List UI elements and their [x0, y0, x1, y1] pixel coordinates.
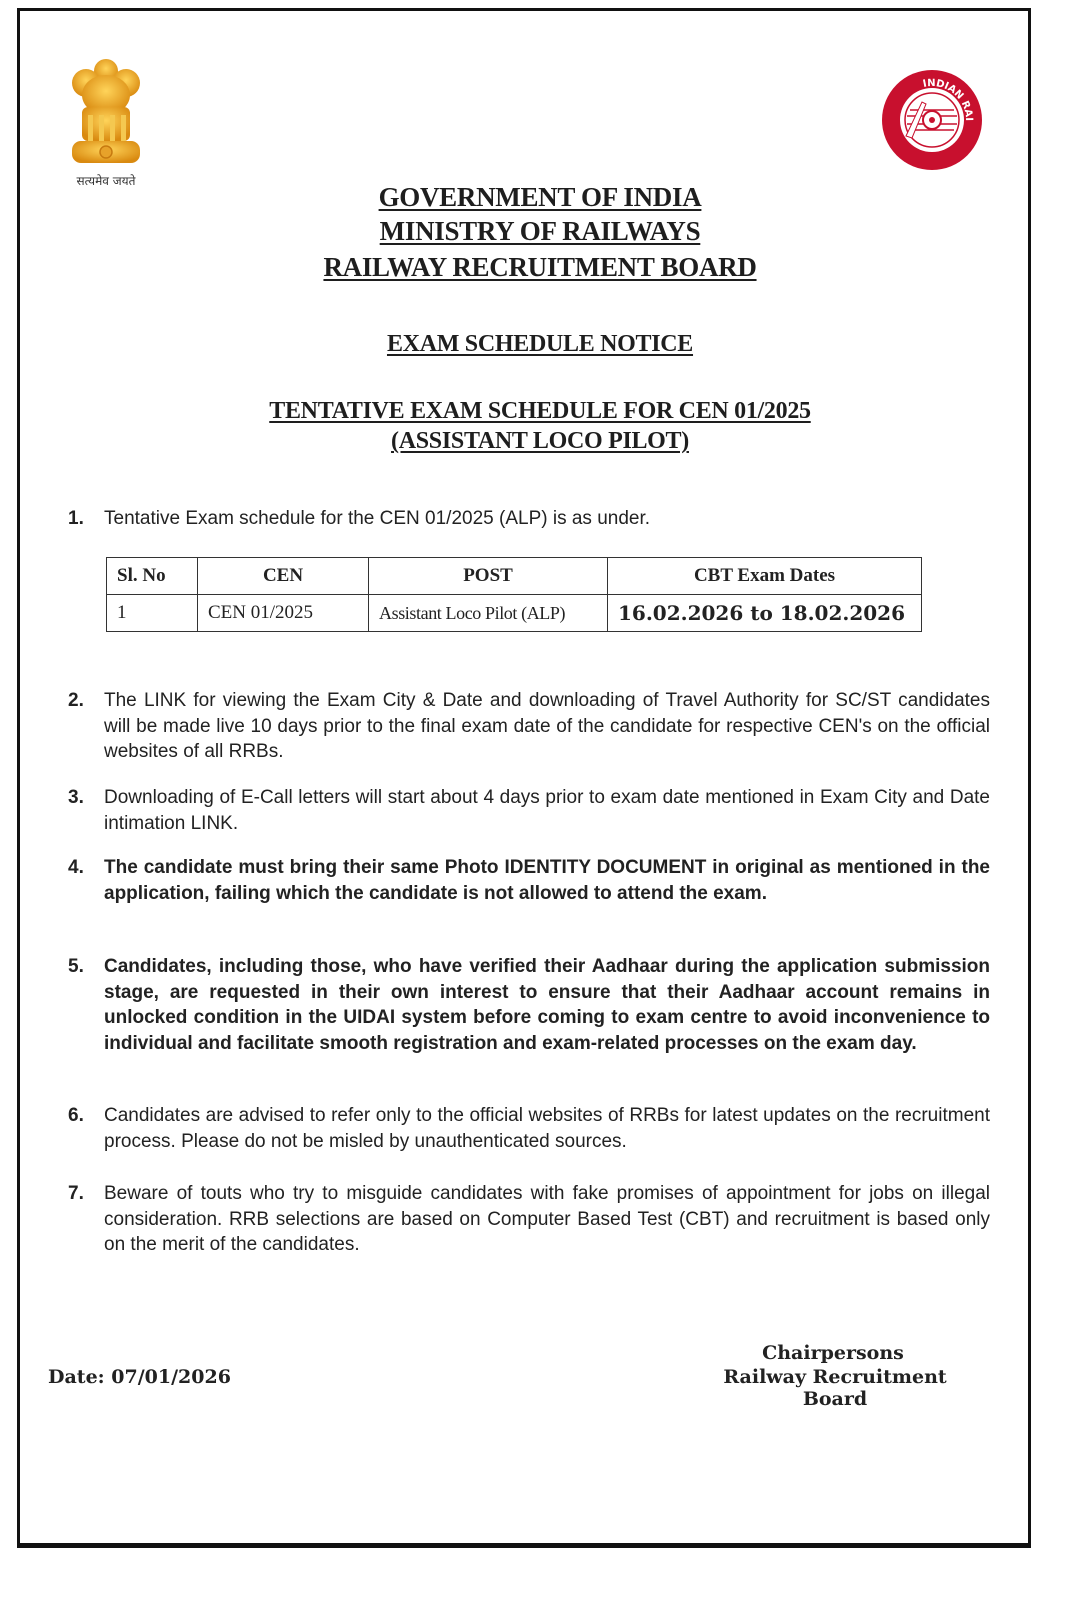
table-header-row — [107, 558, 922, 595]
cell-exam-dates: 16.02.2026 to 18.02.2026 — [608, 595, 922, 632]
rail-logo-text: INDIAN RAI — [921, 77, 975, 122]
item-text: Candidates, including those, who have verified their Aadhaar during the application submission stage, are requested in their own interest to ensure that their Aadhaar account remains in unlocked condition in the UIDAI system before coming to exam centre to avoid inconvenience to individual and facilitate smooth registration and exam-related processes on the exam day. — [104, 956, 990, 1054]
column-header: Sl. No — [107, 558, 198, 595]
column-header: CEN — [198, 558, 369, 595]
header-ministry: MINISTRY OF RAILWAYS — [379, 216, 701, 246]
list-item — [68, 954, 990, 1056]
signatory-organization: Railway Recruitment Board — [723, 1366, 947, 1410]
emblem-motto: सत्यमेव जयते — [76, 174, 136, 188]
column-header: POST — [369, 558, 608, 595]
list-item — [68, 506, 990, 532]
item-number: 1. — [68, 508, 84, 529]
notice-date: Date: 07/01/2026 — [48, 1366, 231, 1388]
item-text: Tentative Exam schedule for the CEN 01/2025 (ALP) is as under. — [104, 508, 651, 529]
cell-post: Assistant Loco Pilot (ALP) — [369, 595, 608, 632]
exam-schedule-table — [106, 557, 922, 632]
item-number: 6. — [68, 1105, 84, 1126]
item-number: 3. — [68, 787, 84, 808]
national-emblem-icon — [66, 55, 146, 170]
table-row — [107, 595, 922, 632]
cell-sl-no: 1 — [107, 595, 198, 632]
item-text: Beware of touts who try to misguide candidates with fake promises of appointment for jobs on illegal consideration. RRB selections are based on Computer Based Test (CBT) and recruitment is based only on the merit of the candidates. — [104, 1183, 990, 1255]
item-text: The LINK for viewing the Exam City & Date and downloading of Travel Authority for SC/ST candidates will be made live 10 days prior to the final exam date of the candidate for respective CEN's on the official websites of all RRBs. — [104, 690, 990, 762]
list-item — [68, 785, 990, 836]
list-item — [68, 1103, 990, 1154]
item-text: Candidates are advised to refer only to the official websites of RRBs for latest updates on the recruitment process. Please do not be misled by unauthenticated sources. — [104, 1105, 990, 1152]
indian-railways-logo-icon — [876, 66, 988, 174]
list-item — [68, 855, 990, 906]
item-number: 4. — [68, 857, 84, 878]
item-text: Downloading of E-Call letters will start about 4 days prior to exam date mentioned in Exam City and Date intimation LINK. — [104, 787, 990, 834]
column-header: CBT Exam Dates — [608, 558, 922, 595]
item-number: 7. — [68, 1183, 84, 1204]
item-text: The candidate must bring their same Photo IDENTITY DOCUMENT in original as mentioned in the application, failing which the candidate is not allowed to attend the exam. — [104, 857, 990, 904]
item-number: 2. — [68, 690, 84, 711]
notice-subtitle-post: (ASSISTANT LOCO PILOT) — [391, 428, 689, 454]
notice-title: EXAM SCHEDULE NOTICE — [386, 331, 694, 357]
list-item — [68, 1181, 990, 1258]
list-item — [68, 688, 990, 765]
header-government: GOVERNMENT OF INDIA — [378, 182, 702, 212]
header-board: RAILWAY RECRUITMENT BOARD — [323, 252, 757, 282]
cell-cen: CEN 01/2025 — [198, 595, 369, 632]
signatory-title: Chairpersons — [762, 1342, 904, 1364]
item-number: 5. — [68, 956, 84, 977]
notice-subtitle: TENTATIVE EXAM SCHEDULE FOR CEN 01/2025 — [269, 398, 811, 424]
